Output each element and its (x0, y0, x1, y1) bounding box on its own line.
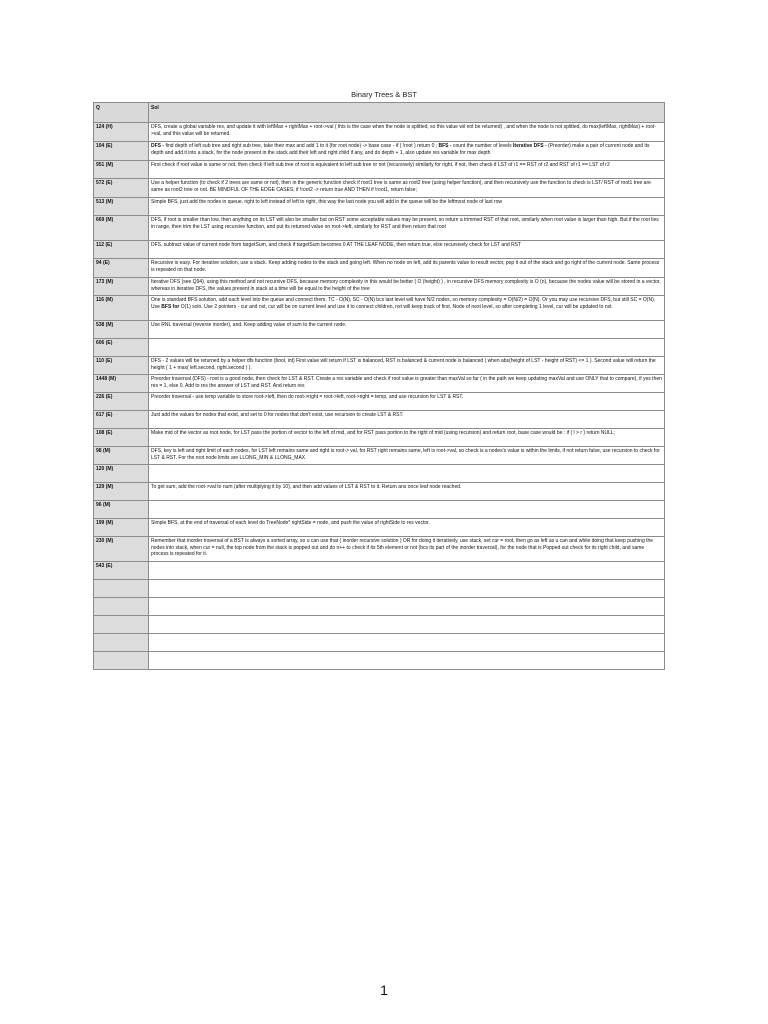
table-row (94, 500, 665, 518)
solution-cell (149, 651, 665, 669)
solution-cell: One is standard BFS solution, add each level into the queue and connect them, TC - O(N), SC - O(N) bcs last level will have N/2 nodes, so memory complexity = O(N/2) = O(N). Or you may use recursive DFS, but still SC = O(N). Use BFS for O(1) soln. Use 2 pointers - cur and nxt, cur will be on current level and use it to connect children, nxt will keep track of first. Node of next level, so after completing 1 level, cur will be updated to nxt. (149, 295, 665, 320)
solution-cell (149, 500, 665, 518)
solution-cell: Simple BFS, just add the nodes in queue, right to left instead of left to right, this way the last node you will add in the queue will be the leftmost node of last row (149, 197, 665, 215)
page-number: 1 (380, 982, 388, 998)
table-row (94, 374, 665, 392)
question-cell: 543 (E) (94, 561, 149, 579)
question-cell: 110 (E) (94, 356, 149, 374)
table-row (94, 446, 665, 464)
table-row (94, 482, 665, 500)
solution-cell: Iterative DFS (see Q94), using this method and not recursive DFS, because memory complexity in this would be better ( O (height) ) , in recursive DFS memory complexity is O (n), because the nodes value will be stored in a vector, whereas in iterative DFS, the values present in stack at a time will be equal to the height of the tree (149, 277, 665, 295)
question-cell: 226 (E) (94, 392, 149, 410)
question-cell (94, 597, 149, 615)
question-cell: 199 (M) (94, 518, 149, 536)
question-cell: 98 (M) (94, 446, 149, 464)
question-cell: 104 (E) (94, 141, 149, 160)
solution-cell: Use RNL traversal (reverse inorder), and. Keep adding value of sum to the current node. (149, 320, 665, 338)
table-row (94, 178, 665, 197)
question-cell: 617 (E) (94, 410, 149, 428)
table-row (94, 320, 665, 338)
table-body (94, 122, 665, 669)
question-cell (94, 615, 149, 633)
table-row (94, 428, 665, 446)
question-cell: 173 (M) (94, 277, 149, 295)
solution-cell: DFS, if root is smaller than low, then anything on its LST will also be smaller but on RST some acceptable values may be present, so return a trimmed RST of that root, similarly when root value is larger than high. But if the root lies in range, then trim the LST using recursive function, and put its returned value on root->left, similarly for RST and then return that root (149, 215, 665, 240)
solution-cell: DFS, key is left and right limit of each nodes, for LST left remains same and right is root-> val, for RST right remains same, left is root->val, so check is a nodes's value is within the limits, if not return false, use recursion to check for LST & RST. For the root node limits are LLONG_MIN & LLONG_MAX (149, 446, 665, 464)
question-cell: 120 (M) (94, 464, 149, 482)
table-row (94, 410, 665, 428)
solution-cell: DFS, subtract value of current node from targetSum, and check if targetSum becomes 0 AT THE LEAF NODE, then return true, else recursively check for LST and RST (149, 240, 665, 258)
table-row (94, 536, 665, 561)
table-row (94, 141, 665, 160)
table-row (94, 633, 665, 651)
question-cell: 606 (E) (94, 338, 149, 356)
question-cell: 1448 (M) (94, 374, 149, 392)
solutions-table (93, 102, 665, 670)
table-row (94, 215, 665, 240)
question-cell: 124 (H) (94, 122, 149, 141)
solution-cell: Use a helper function (to check if 2 trees are same or not), then in the generic function check if root1 tree is same as root2 tree (using helper function), and then recursively use the function to check is LST/ RST of root1 tree are same as root2 tree or not. BE MINDFUL OF THE EDGE CASES, if !root2 -> return true AND THEN if !root1, return false; (149, 178, 665, 197)
table-row (94, 122, 665, 141)
table-row (94, 615, 665, 633)
document-title: Binary Trees & BST (351, 90, 417, 99)
solution-cell: Preorder traversal (DFS) - root is a good node, then check for LST & RST. Create a res variable and check if root value is greater than maxVal so far ( in the path we keep updating maxVal and use ONLY that to compare), if yes then res = 1, else 0. Add to res the answer of LST and RST. And return res (149, 374, 665, 392)
solution-cell (149, 597, 665, 615)
table-row (94, 597, 665, 615)
question-cell: 669 (M) (94, 215, 149, 240)
question-cell: 572 (E) (94, 178, 149, 197)
solution-cell: First check if root value is same or not, then check if left sub tree of root is equivalent to left sub tree or not (recursively) similarly for right, if not, then check if LST of r1 == RST of r2 and RST of r1 == LST of r2 (149, 160, 665, 178)
question-cell: 230 (M) (94, 536, 149, 561)
table-row (94, 197, 665, 215)
solution-cell: Preorder traversal - use temp variable to store root->left, then do root->right = root->left, root->right = temp, and use recursion for LST & RST. (149, 392, 665, 410)
question-cell (94, 633, 149, 651)
solution-cell: Remember that inorder traversal of a BST is always a sorted array, so u can use that ( inorder recursive solution ) OR for doing it iteratively, use stack, set cur = root, then go as left as u can and while doing that keep pushing the nodes into stack, when cur = null, the top node from the stack is popped out and do n++ to check if its 5th element or not (bcs its part of the inorder traversal), for the node that is Popped out check for its right child, and same process is repeated for it. (149, 536, 665, 561)
solution-cell (149, 464, 665, 482)
header-q: Q (94, 103, 149, 123)
table-row (94, 295, 665, 320)
question-cell (94, 651, 149, 669)
table-row (94, 338, 665, 356)
solution-cell: Just add the values for nodes that exist, and set to 0 for nodes that don't exist, use recursion to create LST & RST. (149, 410, 665, 428)
table-row (94, 356, 665, 374)
table-row (94, 392, 665, 410)
question-cell: 96 (M) (94, 500, 149, 518)
question-cell (94, 579, 149, 597)
header-sol: Sol (149, 103, 665, 123)
table-row (94, 240, 665, 258)
solution-cell: DFS, create a global variable res, and update it with leftMax + rightMax + root->val ( this is the case when the node is splitted, so this value wil not be returned) , and when the node is not splitted, do max(leftMax, rightMax) + root->val, and this value will be returned. (149, 122, 665, 141)
solution-cell (149, 561, 665, 579)
solution-cell (149, 338, 665, 356)
solution-cell: To get sum, add the root->val to num (after multiplying it by 10), and then add values of LST & RST to it. Return ans once leaf node reached. (149, 482, 665, 500)
solution-cell: Simple BFS, at the end of traversal of each level do TreeNode* rightSide = node, and push the value of rightSide to res vector. (149, 518, 665, 536)
question-cell: 94 (E) (94, 258, 149, 277)
solution-cell: Make mid of the vector as root node, for LST pass the portion of vector to the left of mid, and for RST pass portion to the right of mid (using recursion) and return root, base case would be : if ( l > r ) return NULL; (149, 428, 665, 446)
table-header-row (94, 103, 665, 123)
solution-cell (149, 579, 665, 597)
solution-cell (149, 615, 665, 633)
solution-cell: Recursive is easy. For iterative solution, use a stack. Keep adding nodes to the stack and going left. When no node on left, add its parents value to result vector, pop it out of the stack and go right of the current node. Same process is repeated on that node. (149, 258, 665, 277)
question-cell: 112 (E) (94, 240, 149, 258)
solution-cell: DFS - find depth of left sub tree and right sub tree, take their max and add 1 to it (for root node) -> base case - if ( !root ) return 0 ; BFS - count the number of levels Iterative DFS - (Preorder) make a pair of current node and its depth and add it into a stack, for the node present in the stack add their left and right child if any, and do depth + 1, also update res variable for max depth (149, 141, 665, 160)
table-row (94, 561, 665, 579)
table-row (94, 579, 665, 597)
question-cell: 951 (M) (94, 160, 149, 178)
question-cell: 513 (M) (94, 197, 149, 215)
question-cell: 116 (M) (94, 295, 149, 320)
table-row (94, 160, 665, 178)
table-row (94, 651, 665, 669)
solution-cell (149, 633, 665, 651)
question-cell: 108 (E) (94, 428, 149, 446)
question-cell: 538 (M) (94, 320, 149, 338)
solution-cell: DFS - 2 values will be returned by a helper dfs function (bool, int) First value will return if LST is balanced, RST is balanced & current node is balanced ( when abs(height of LST - height of RST) <= 1 ). Second value will return the height ( 1 + max( left.second, right.second ) ). (149, 356, 665, 374)
question-cell: 129 (M) (94, 482, 149, 500)
table-row (94, 464, 665, 482)
table-row (94, 277, 665, 295)
table-row (94, 518, 665, 536)
table-row (94, 258, 665, 277)
